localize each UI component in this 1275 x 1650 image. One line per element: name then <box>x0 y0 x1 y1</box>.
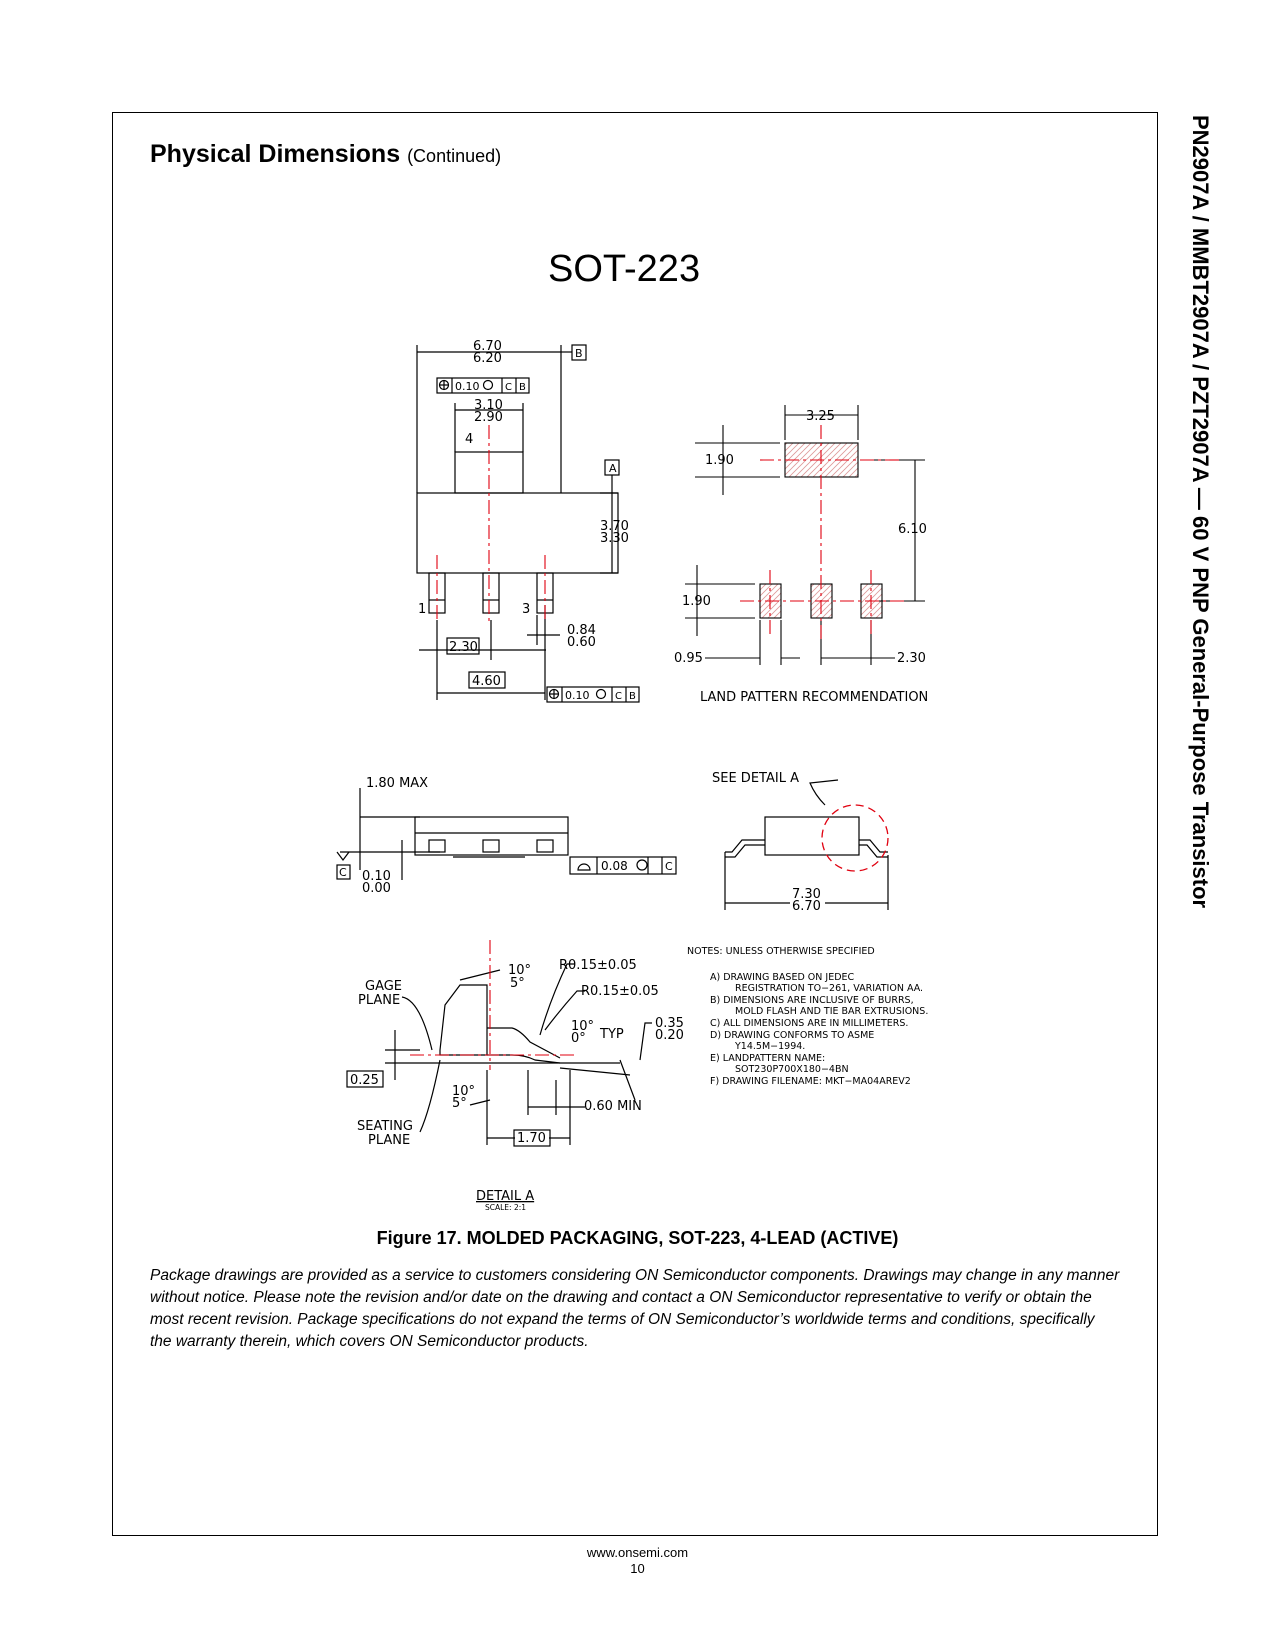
note-a1: A) DRAWING BASED ON JEDEC <box>710 972 855 983</box>
detail-scale: SCALE: 2:1 <box>485 1203 527 1212</box>
dim-230-land: 2.30 <box>897 651 926 666</box>
dim-290: 2.90 <box>474 410 503 425</box>
dim-025: 0.25 <box>350 1073 379 1088</box>
detail-title: DETAIL A <box>476 1189 535 1204</box>
flatness-value: 0.08 <box>601 859 628 873</box>
detail-a-circle <box>822 805 888 871</box>
dim-330: 3.30 <box>600 531 629 546</box>
radius-2: R0.15±0.05 <box>581 984 659 999</box>
dim-620: 6.20 <box>473 351 502 366</box>
land-pattern-label: LAND PATTERN RECOMMENDATION <box>700 690 929 705</box>
figure-caption: Figure 17. MOLDED PACKAGING, SOT-223, 4-LEAD (ACTIVE) <box>376 1228 899 1248</box>
notes-heading: NOTES: UNLESS OTHERWISE SPECIFIED <box>687 946 875 957</box>
disclaimer: Package drawings are provided as a service to customers considering ON Semiconductor components. Drawings may change in any manner without notice. Please note the revision and/or date on the drawing and contact a ON Semiconductor representative to verify or obtain the most recent revision. Package specifications do not expand the terms of ON Semiconductor’s worldwide terms and conditions, specifically the warranty therein, which covers ON Semiconductor products. <box>150 1267 1120 1350</box>
dim-035: 0.35 <box>655 1016 684 1031</box>
tol-a-c: C <box>505 382 512 393</box>
side-title-text: PN2907A / MMBT2907A / PZT2907A — 60 V PNP General-Purpose Transistor <box>1188 115 1213 909</box>
land-pattern <box>685 405 925 665</box>
angle-10: 10° <box>508 963 532 978</box>
section-title-text: Physical Dimensions <box>150 140 401 168</box>
footer-url[interactable]: www.onsemi.com <box>586 1545 689 1560</box>
dim-325: 3.25 <box>806 409 835 424</box>
dim-190-top: 1.90 <box>705 453 734 468</box>
datum-b: B <box>575 347 583 360</box>
angle-5c: 5° <box>452 1096 467 1111</box>
seating-label-1: SEATING <box>357 1119 413 1134</box>
note-e1: E) LANDPATTERN NAME: <box>710 1053 826 1064</box>
note-b2: MOLD FLASH AND TIE BAR EXTRUSIONS. <box>735 1006 929 1017</box>
page-number: 10 <box>630 1561 645 1576</box>
tol-b-b: B <box>629 691 636 702</box>
dim-060-min: 0.60 MIN <box>584 1099 642 1114</box>
see-detail-a: SEE DETAIL A <box>712 771 799 786</box>
dim-095: 0.95 <box>674 651 703 666</box>
dim-310: 3.10 <box>474 398 503 413</box>
dim-730: 7.30 <box>792 887 821 902</box>
side-body <box>415 817 568 855</box>
note-d1: D) DRAWING CONFORMS TO ASME <box>710 1030 875 1041</box>
dim-084: 0.84 <box>567 623 596 638</box>
front-view-labels <box>712 771 821 914</box>
dim-020: 0.20 <box>655 1028 684 1043</box>
dim-010: 0.10 <box>362 869 391 884</box>
top-view-centerlines <box>437 425 545 625</box>
angle-10c: 10° <box>452 1084 476 1099</box>
dim-000: 0.00 <box>362 881 391 896</box>
note-e2: SOT230P700X180−4BN <box>735 1064 849 1075</box>
dim-670: 6.70 <box>473 339 502 354</box>
lead-2 <box>483 573 499 613</box>
notes <box>687 946 928 1087</box>
detail-labels <box>350 958 684 1212</box>
pin-3: 3 <box>522 602 531 617</box>
note-b1: B) DIMENSIONS ARE INCLUSIVE OF BURRS, <box>710 995 914 1006</box>
note-d2: Y14.5M−1994. <box>735 1041 806 1052</box>
package-body <box>417 493 618 573</box>
dim-180-max: 1.80 MAX <box>366 776 429 791</box>
tol-a-b: B <box>519 382 526 393</box>
pin-4: 4 <box>465 432 474 447</box>
note-f1: F) DRAWING FILENAME: MKT−MA04AREV2 <box>710 1076 911 1087</box>
continued-label: (Continued) <box>407 146 502 166</box>
datum-a: A <box>609 462 617 475</box>
radius-1: R0.15±0.05 <box>559 958 637 973</box>
footer <box>0 1545 1275 1577</box>
dim-060: 0.60 <box>567 635 596 650</box>
angle-10b: 10° <box>571 1019 595 1034</box>
dim-170: 1.70 <box>517 1131 546 1146</box>
dim-230: 2.30 <box>449 640 478 655</box>
dim-670-front: 6.70 <box>792 899 821 914</box>
dim-460: 4.60 <box>472 674 501 689</box>
tol-b-value: 0.10 <box>565 689 590 702</box>
dim-370: 3.70 <box>600 519 629 534</box>
angle-5: 5° <box>510 976 525 991</box>
gage-label-2: PLANE <box>358 993 401 1008</box>
datum-c: C <box>339 866 347 879</box>
flatness-datum: C <box>665 860 673 873</box>
gage-label-1: GAGE <box>365 979 403 994</box>
note-c1: C) ALL DIMENSIONS ARE IN MILLIMETERS. <box>710 1018 909 1029</box>
front-body <box>765 817 859 855</box>
dim-190-bottom: 1.90 <box>682 594 711 609</box>
tol-b-c: C <box>615 691 622 702</box>
tol-a-value: 0.10 <box>455 380 480 393</box>
dim-610: 6.10 <box>898 522 927 537</box>
note-a2: REGISTRATION TO−261, VARIATION AA. <box>735 983 924 994</box>
package-name: SOT-223 <box>548 248 701 290</box>
pin-1: 1 <box>418 602 427 617</box>
angle-0: 0° <box>571 1031 586 1046</box>
seating-label-2: PLANE <box>368 1133 411 1148</box>
side-view-labels <box>339 776 673 896</box>
typ-label: TYP <box>600 1027 624 1042</box>
detail-body <box>440 985 487 1055</box>
